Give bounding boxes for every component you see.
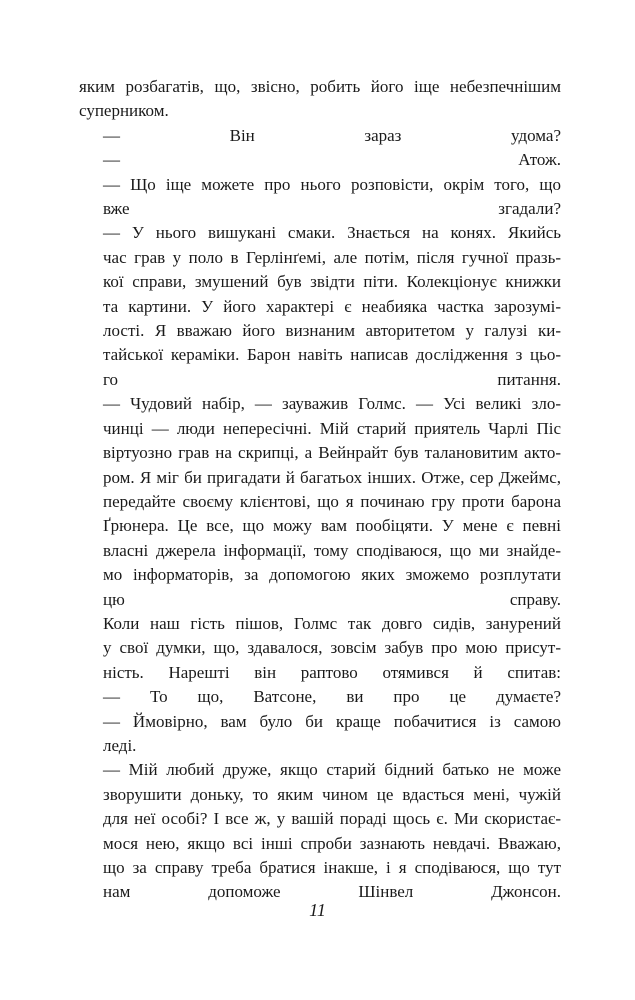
paragraph [79,392,561,612]
text-line: мося нею, якщо всі інші спроби зазнають невдачі. Вважаю, [103,833,561,853]
paragraph [79,124,561,148]
paragraph [79,685,561,709]
paragraph [79,612,561,685]
text-line: вже згадали? [103,199,561,219]
text-line: тайської кераміки. Барон навіть написав дослідження з цьо- [103,345,561,365]
text-line: го питання. [103,369,561,389]
paragraph [79,758,561,904]
page-number: 11 [309,900,326,920]
text-line: яким розбагатів, що, звісно, робить його іще небезпечнішим [79,77,561,96]
body-text [79,75,561,905]
text-line: власні джерела інформації, тому сподіваюся, що ми знайде- [103,540,561,560]
text-line: — Мій любий друже, якщо старий бідний батько не може [103,760,561,780]
paragraph [79,148,561,172]
text-line: — То що, Ватсоне, ви про це думаєте? [103,687,561,707]
paragraph [79,221,561,392]
text-line: цю справу. [103,589,561,609]
text-line: — Він зараз удома? [103,125,561,145]
text-line: час грав у поло в Герлінґемі, але потім, після гучної празь- [103,247,561,267]
text-line: — Ймовірно, вам було би краще побачитися із самою [103,711,561,731]
text-line: нам допоможе Шінвел Джонсон. [103,882,561,902]
text-line: що за справу треба братися інакше, і я сподіваюся, що тут [103,858,561,877]
text-line: лості. Я вважаю його визнаним авторитетом у галузі ки- [103,321,561,341]
text-line: Ґрюнера. Це все, що можу вам пообіцяти. У мене є певні [103,516,561,536]
paragraph [79,173,561,222]
text-line: чинці — люди непересічні. Мій старий приятель Чарлі Піс [103,418,561,438]
text-line: передайте своєму клієнтові, що я починаю гру проти барона [103,491,561,511]
text-line: — Атож. [103,150,561,170]
text-line: суперником. [79,101,169,121]
text-line: віртуозно грав на скрипці, а Вейнрайт був талановитим акто- [103,443,561,463]
text-line: мо інформаторів, за допомогою яких зможемо розплутати [103,565,561,585]
text-line: — Що іще можете про нього розповісти, окрім того, що [103,174,561,194]
text-line: Коли наш гість пішов, Голмс так довго сидів, занурений [103,613,561,633]
text-line: — У нього вишукані смаки. Знається на конях. Якийсь [103,223,561,243]
text-line: кої справи, змушений був звідти піти. Колекціонує книжки [103,272,561,292]
text-line: у свої думки, що, здавалося, зовсім забув про мою присут- [103,638,561,658]
text-line: — Чудовий набір, — зауважив Голмс. — Усі великі зло- [103,394,561,414]
text-line: ність. Нарешті він раптово отямився й спитав: [103,662,561,682]
text-line: для неї особі? І все ж, у вашій пораді щось є. Ми скористає- [103,809,561,829]
paragraph [79,75,561,124]
text-line: зворушити доньку, то яким чином це вдасться мені, чужій [103,784,561,804]
paragraph [79,710,561,759]
text-line: та картини. У його характері є неабияка частка зарозумі- [103,296,561,316]
text-line: леді. [103,735,137,755]
text-line: ром. Я міг би пригадати й багатьох інших. Отже, сер Джеймс, [103,467,561,487]
